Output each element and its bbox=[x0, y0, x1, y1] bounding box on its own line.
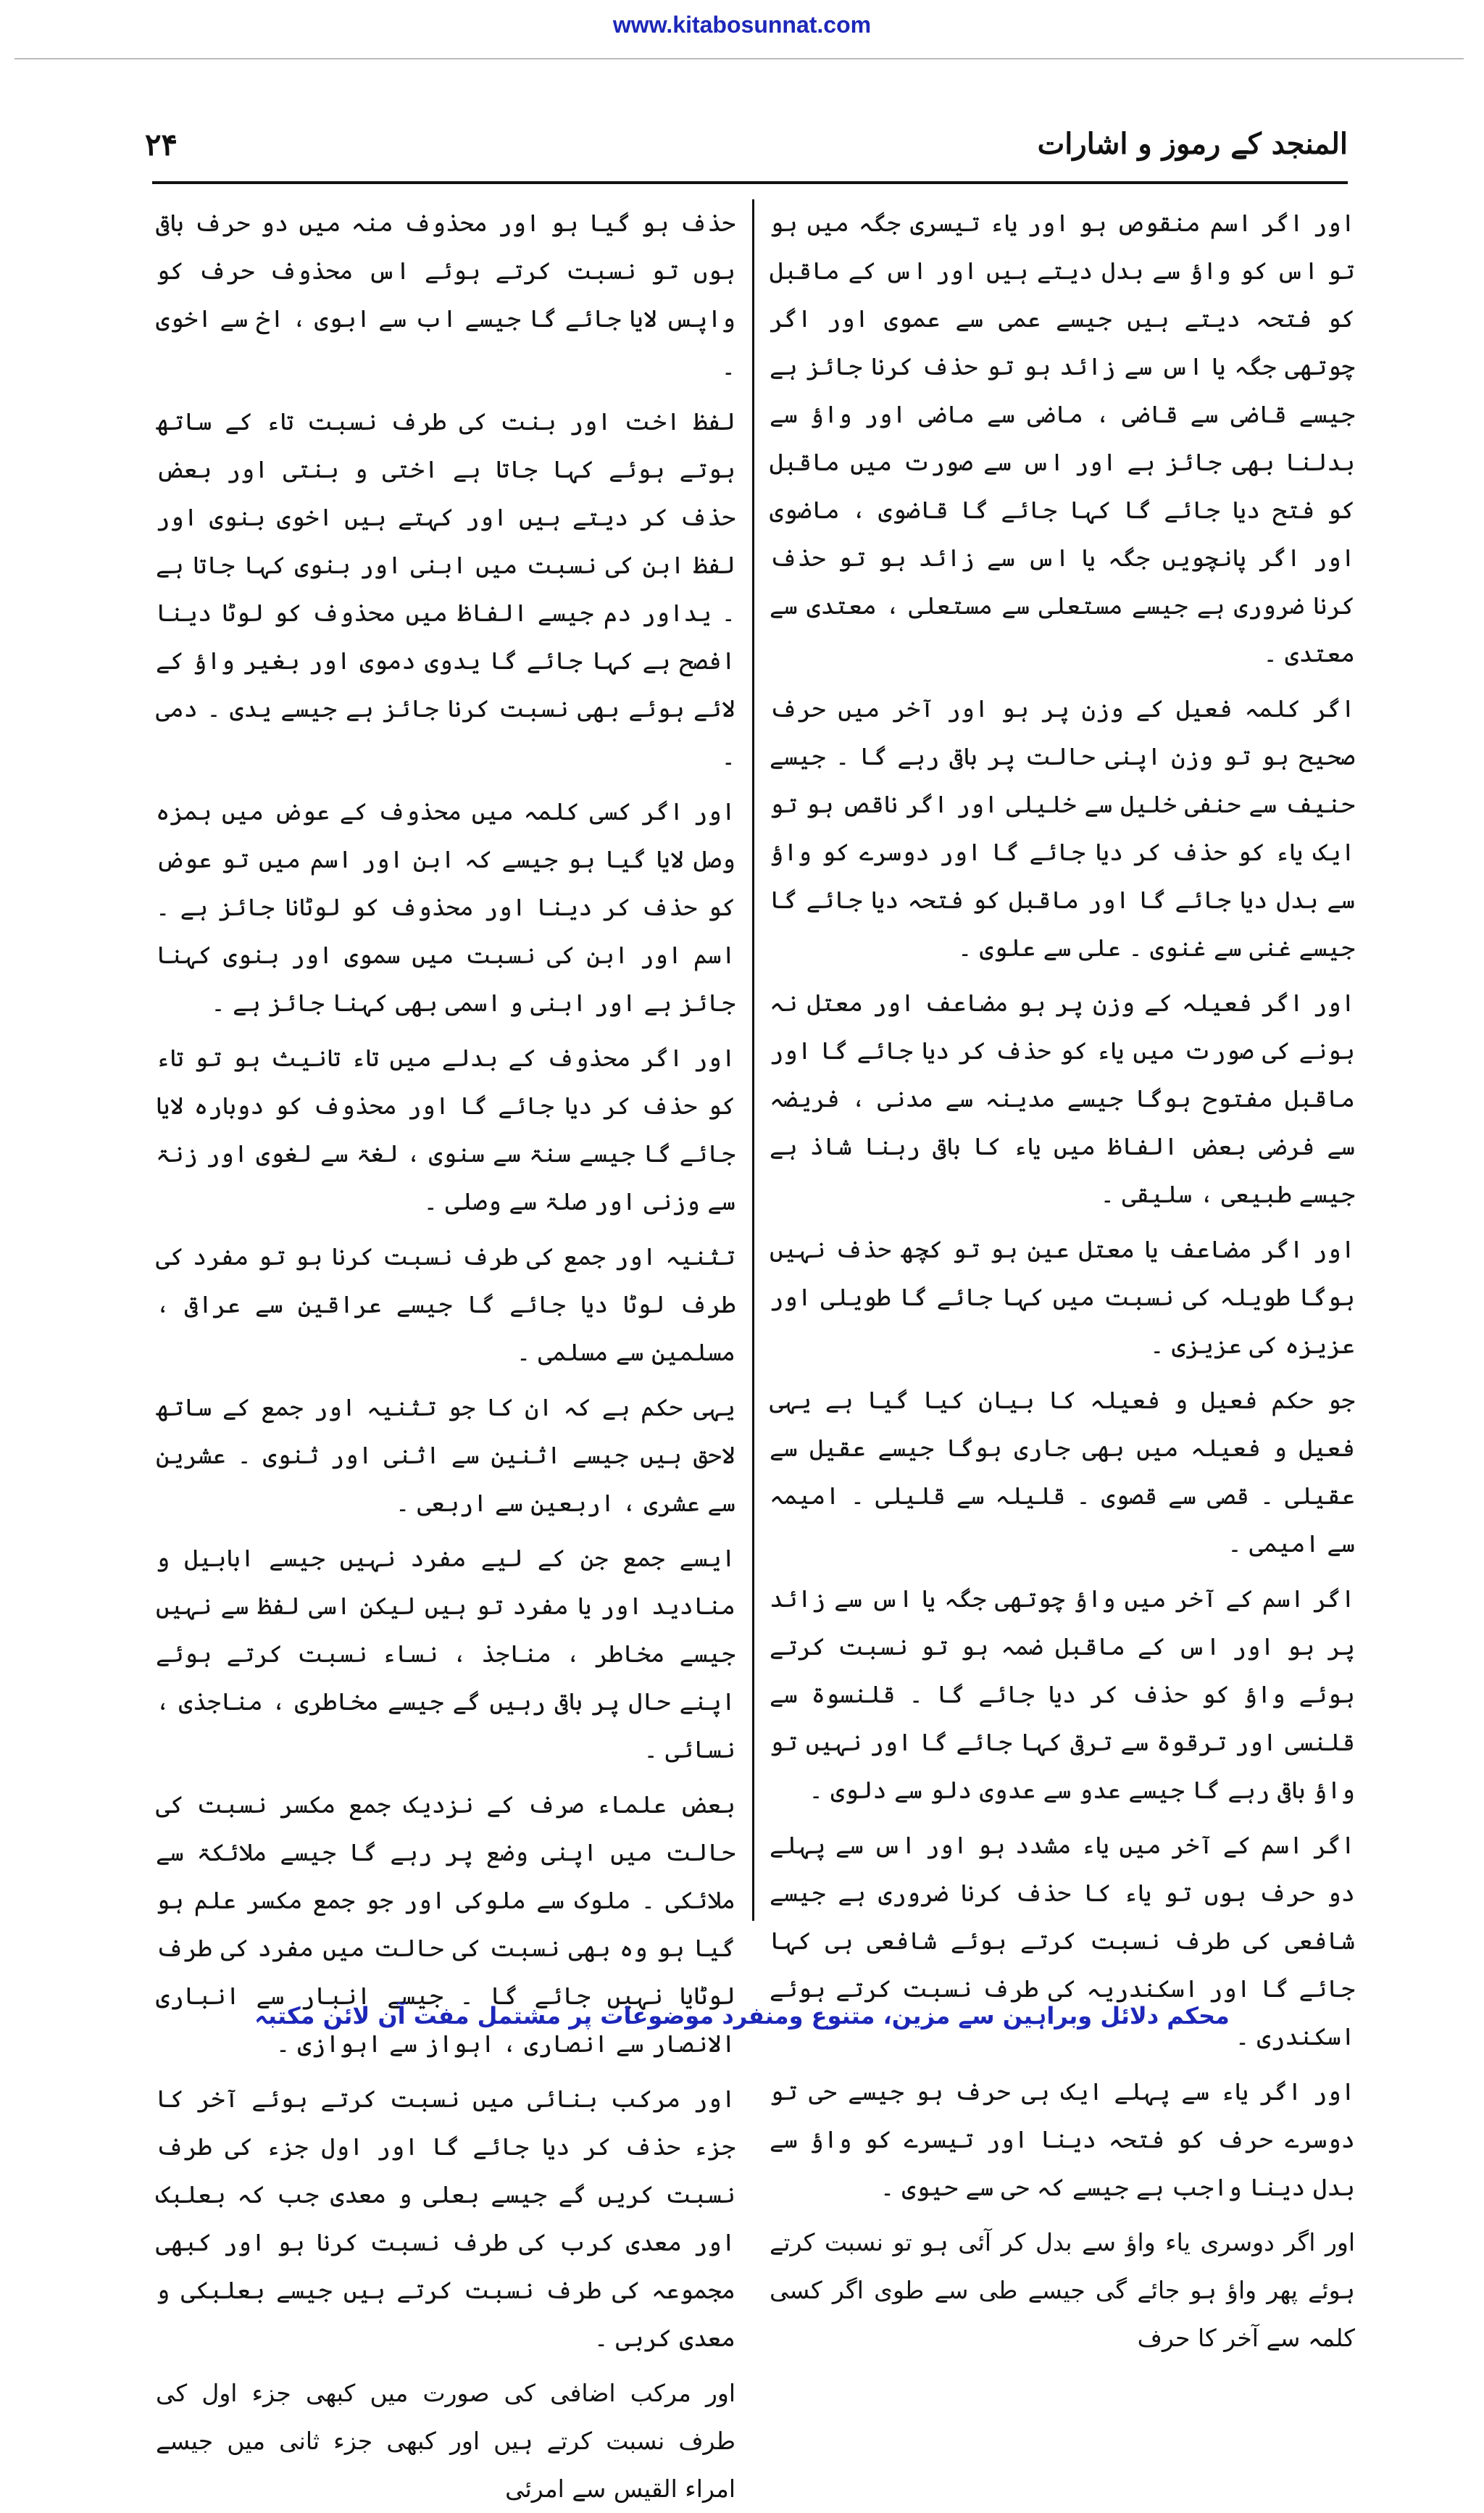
paragraph: اور اگر یاء سے پہلے ایک ہی حرف ہو جیسے حی تو دوسرے حرف کو فتحہ دینا اور تیسرے کو واؤ سے بدل دینا واجب ہے جیسے کہ حی سے حیوی ۔ bbox=[770, 2077, 1355, 2201]
paragraph: اور اگر اسم منقوص ہو اور یاء تیسری جگہ میں ہو تو اس کو واؤ سے بدل دیتے ہیں اور اس کے ماقبل کو فتحہ دیتے ہیں جیسے عمی سے عموی اور اگر چوتھی جگہ یا اس سے زائد ہو تو حذف کرنا جائز ہے جیسے قاضی سے قاضی ، ماضی سے ماضی اور واؤ سے بدلنا بھی جائز ہے اور اس سے صورت میں ماقبل کو فتح دیا جائے گا کہا جائے گا قاضوی ، ماضوی اور اگر پانچویں جگہ یا اس سے زائد ہو تو حذف کرنا ضروری ہے جیسے مستعلی سے مستعلی ، معتدی سے معتدی ۔ bbox=[770, 209, 1355, 668]
paragraph: اور اگر محذوف کے بدلے میں تاء تانیث ہو تو تاء کو حذف کر دیا جائے گا اور محذوف کو دوبارہ لایا جائے گا جیسے سنۃ سے سنوی ، لغۃ سے لغوی اور زنۃ سے وزنی اور صلۃ سے وصلی ۔ bbox=[156, 1044, 735, 1216]
paragraph: جو حکم فعیل و فعیلہ کا بیان کیا گیا ہے یہی فعیل و فعیلہ میں بھی جاری ہوگا جیسے عقیل سے عقیلی ۔ قصی سے قصوی ۔ قلیلہ سے قلیلی ۔ امیمہ سے امیمی ۔ bbox=[770, 1386, 1355, 1558]
running-title: المنجد کے رموز و اشارات bbox=[1037, 127, 1348, 161]
paragraph: اور اگر دوسری یاء واؤ سے بدل کر آئی ہو تو نسبت کرتے ہوئے پھر واؤ ہو جائے گی جیسے طی سے طوی اگر کسی کلمہ سے آخر کا حرف bbox=[770, 2228, 1355, 2352]
paragraph: حذف ہو گیا ہو اور محذوف منہ میں دو حرف باقی ہوں تو نسبت کرتے ہوئے اس محذوف حرف کو واپس لایا جائے گا جیسے اب سے ابوی ، اخ سے اخوی ۔ bbox=[156, 209, 735, 381]
paragraph: لفظ اخت اور بنت کی طرف نسبت تاء کے ساتھ ہوتے ہوئے کہا جاتا ہے اختی و بنتی اور بعض حذف کر دیتے ہیں اور کہتے ہیں اخوی بنوی اور لفظ ابن کی نسبت میں ابنی اور بنوی کہا جاتا ہے ۔ یداور دم جیسے الفاظ میں محذوف کو لوٹا دینا افصح ہے کہا جائے گا یدوی دموی اور بغیر واؤ کے لائے ہوئے بھی نسبت کرنا جائز ہے جیسے یدی ۔ دمی ۔ bbox=[156, 407, 735, 770]
paragraph: ایسے جمع جن کے لیے مفرد نہیں جیسے ابابیل و منادید اور یا مفرد تو ہیں لیکن اسی لفظ سے نہیں جیسے مخاطر ، مناجذ ، نساء نسبت کرتے ہوئے اپنے حال پر باقی رہیں گے جیسے مخاطری ، مناجذی ، نسائی ۔ bbox=[156, 1544, 735, 1764]
footer-tagline: محکم دلائل وبراہین سے مزین، متنوع ومنفرد موضوعات پر مشتمل مفت آن لائن مکتبہ bbox=[254, 2002, 1230, 2030]
right-column bbox=[770, 199, 1355, 2352]
running-head bbox=[145, 127, 1348, 178]
paragraph: اور اگر فعیلہ کے وزن پر ہو مضاعف اور معتل نہ ہونے کی صورت میں یاء کو حذف کر دیا جائے گا اور ماقبل مفتوح ہوگا جیسے مدینہ سے مدنی ، فریضہ سے فرضی بعض الفاظ میں یاء کا باقی رہنا شاذ ہے جیسے طبیعی ، سلیقی ۔ bbox=[770, 989, 1355, 1208]
paragraph: اور مرکب بنائی میں نسبت کرتے ہوئے آخر کا جزء حذف کر دیا جائے گا اور اول جزء کی طرف نسبت کریں گے جیسے بعلی و معدی جب کہ بعلبک اور معدی کرب کی طرف نسبت کرنا ہو اور کبھی مجموعہ کی طرف نسبت کرتے ہیں جیسے بعلبکی و معدی کربی ۔ bbox=[156, 2085, 735, 2352]
paragraph: اور اگر کسی کلمہ میں محذوف کے عوض میں ہمزہ وصل لایا گیا ہو جیسے کہ ابن اور اسم میں تو عوض کو حذف کر دینا اور محذوف کو لوٹانا جائز ہے ۔ اسم اور ابن کی نسبت میں سموی اور بنوی کہنا جائز ہے اور ابنی و اسمی بھی کہنا جائز ہے ۔ bbox=[156, 797, 735, 1017]
site-url[interactable]: www.kitabosunnat.com bbox=[612, 12, 872, 38]
paragraph: بعض علماء صرف کے نزدیک جمع مکسر نسبت کی حالت میں اپنی وضع پر رہے گا جیسے ملائکۃ سے ملائکی ۔ ملوک سے ملوکی اور جو جمع مکسر علم ہو گیا ہو وہ بھی نسبت کی حالت میں مفرد کی طرف لوٹایا نہیں جائے گا ۔ جیسے انبار سے انباری الانصار سے انصاری ، اہواز سے اہوازی ۔ bbox=[156, 1790, 735, 2058]
header-rule bbox=[152, 181, 1348, 184]
left-column bbox=[156, 199, 735, 2503]
top-divider bbox=[14, 58, 1464, 59]
paragraph: یہی حکم ہے کہ ان کا جو تثنیہ اور جمع کے ساتھ لاحق ہیں جیسے اثنین سے اثنی اور ثنوی ۔ عشرین سے عشری ، اربعین سے اربعی ۔ bbox=[156, 1393, 735, 1517]
paragraph: اور اگر مضاعف یا معتل عین ہو تو کچھ حذف نہیں ہوگا طویلہ کی نسبت میں کہا جائے گا طویلی اور عزیزہ کی عزیزی ۔ bbox=[770, 1235, 1355, 1359]
column-divider bbox=[752, 199, 754, 1921]
paragraph: اگر اسم کے آخر میں واؤ چوتھی جگہ یا اس سے زائد پر ہو اور اس کے ماقبل ضمہ ہو تو نسبت کرتے ہوئے واؤ کو حذف کر دیا جائے گا ۔ قلنسوۃ سے قلنسی اور ترقوۃ سے ترقی کہا جائے گا اور نہیں تو واؤ باقی رہے گا جیسے عدو سے عدوی دلو سے دلوی ۔ bbox=[770, 1584, 1355, 1804]
paragraph: اور مرکب اضافی کی صورت میں کبھی جزء اول کی طرف نسبت کرتے ہیں اور کبھی جزء ثانی میں جیسے امراء القیس سے امرئی bbox=[156, 2379, 735, 2503]
paragraph: اگر کلمہ فعیل کے وزن پر ہو اور آخر میں حرف صحیح ہو تو وزن اپنی حالت پر باقی رہے گا ۔ جیسے حنیف سے حنفی خلیل سے خلیلی اور اگر ناقص ہو تو ایک یاء کو حذف کر دیا جائے گا اور دوسرے کو واؤ سے بدل دیا جائے گا اور ماقبل کو فتحہ دیا جائے گا جیسے غنی سے غنوی ۔ علی سے علوی ۔ bbox=[770, 694, 1355, 962]
paragraph: تثنیہ اور جمع کی طرف نسبت کرنا ہو تو مفرد کی طرف لوٹا دیا جائے گا جیسے عراقین سے عراقی ، مسلمین سے مسلمی ۔ bbox=[156, 1242, 735, 1366]
page-number: ۲۴ bbox=[145, 127, 178, 162]
paragraph: اگر اسم کے آخر میں یاء مشدد ہو اور اس سے پہلے دو حرف ہوں تو یاء کا حذف کرنا ضروری ہے جیسے شافعی کی طرف نسبت کرتے ہوئے شافعی ہی کہا جائے گا اور اسکندریہ کی طرف نسبت کرتے ہوئے اسکندری ۔ bbox=[770, 1831, 1355, 2051]
